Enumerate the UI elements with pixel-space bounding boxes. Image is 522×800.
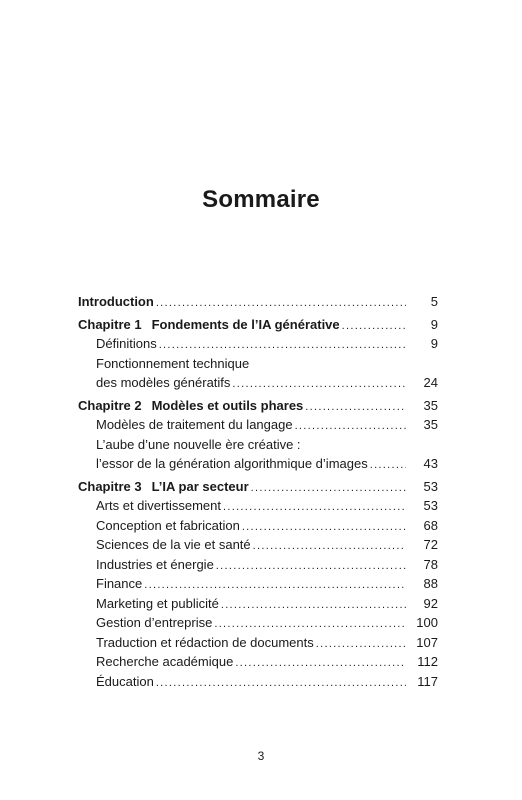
toc-entry-label: Modèles de traitement du langage xyxy=(96,417,293,432)
toc-entry-label: l’essor de la génération algorithmique d’images xyxy=(96,456,368,471)
page-title: Sommaire xyxy=(202,186,320,213)
toc-entry-page: 53 xyxy=(423,478,438,494)
toc-entry-page: 100 xyxy=(416,615,438,630)
toc-entry-page: 78 xyxy=(423,556,438,572)
toc-entry-label xyxy=(78,315,340,335)
toc-entry-page: 9 xyxy=(430,316,438,332)
toc-entry-page: 112 xyxy=(417,654,438,669)
dot-leader xyxy=(216,557,406,577)
table-of-contents xyxy=(78,292,438,691)
toc-entry[interactable] xyxy=(78,652,438,672)
dot-leader xyxy=(156,294,406,314)
dot-leader xyxy=(342,317,406,337)
toc-entry-page: 5 xyxy=(430,294,438,309)
toc-entry-label: L’aube d’une nouvelle ère créative : xyxy=(96,436,301,452)
toc-entry[interactable] xyxy=(78,415,438,435)
toc-entry-page: 35 xyxy=(423,417,438,432)
toc-entry[interactable] xyxy=(78,535,438,555)
dot-leader xyxy=(253,537,406,557)
toc-entry-label: Industries et énergie xyxy=(96,556,214,572)
dot-leader xyxy=(295,417,406,437)
toc-entry[interactable] xyxy=(78,574,438,594)
toc-entry-page: 43 xyxy=(423,456,438,471)
toc-entry-label: Traduction et rédaction de documents xyxy=(96,634,314,650)
dot-leader xyxy=(156,674,406,694)
toc-entry-label: Définitions xyxy=(96,336,157,351)
toc-entry[interactable] xyxy=(78,613,438,633)
toc-entry[interactable] xyxy=(78,454,438,474)
dot-leader xyxy=(305,398,406,418)
toc-entry-label: Conception et fabrication xyxy=(96,517,240,533)
toc-entry-label: Éducation xyxy=(96,673,154,689)
toc-entry-page: 68 xyxy=(423,517,438,533)
dot-leader xyxy=(251,479,406,499)
toc-entry[interactable] xyxy=(78,516,438,536)
toc-entry[interactable] xyxy=(78,354,438,374)
dot-leader xyxy=(223,498,406,518)
dot-leader xyxy=(370,456,406,476)
toc-entry-page: 72 xyxy=(423,537,438,552)
toc-entry-label: des modèles génératifs xyxy=(96,375,231,390)
chapter-number: Chapitre 1 xyxy=(78,316,142,332)
toc-entry[interactable] xyxy=(78,435,438,455)
toc-entry[interactable] xyxy=(78,633,438,653)
toc-entry-page: 53 xyxy=(423,498,438,513)
toc-entry[interactable] xyxy=(78,334,438,354)
dot-leader xyxy=(221,596,406,616)
toc-entry-label: Sciences de la vie et santé xyxy=(96,537,251,552)
toc-entry[interactable] xyxy=(78,373,438,393)
dot-leader xyxy=(235,654,406,674)
toc-entry-label: Recherche académique xyxy=(96,654,234,669)
toc-chapter-2[interactable] xyxy=(78,396,438,416)
toc-entry-page: 92 xyxy=(423,595,438,611)
toc-entry-page: 9 xyxy=(430,336,438,351)
toc-entry-label: Gestion d’entreprise xyxy=(96,615,213,630)
page-number: 3 xyxy=(257,749,265,763)
toc-entry-label: Introduction xyxy=(78,294,154,309)
toc-chapter-1[interactable] xyxy=(78,315,438,335)
chapter-number: Chapitre 2 xyxy=(78,397,142,413)
chapter-title: Fondements de l’IA générative xyxy=(151,316,340,332)
chapter-title: Modèles et outils phares xyxy=(151,397,304,413)
chapter-number: Chapitre 3 xyxy=(78,478,142,494)
toc-entry-page: 117 xyxy=(417,673,438,689)
toc-entry-label xyxy=(78,396,303,416)
toc-entry-label: Arts et divertissement xyxy=(96,498,221,513)
chapter-title: L’IA par secteur xyxy=(151,478,249,494)
toc-entry[interactable] xyxy=(78,496,438,516)
toc-entry-label: Fonctionnement technique xyxy=(96,355,250,371)
toc-entry[interactable] xyxy=(78,594,438,614)
dot-leader xyxy=(316,635,406,655)
toc-entry-introduction[interactable] xyxy=(78,292,438,312)
toc-entry-page: 35 xyxy=(423,397,438,413)
dot-leader xyxy=(232,375,406,395)
toc-entry[interactable] xyxy=(78,555,438,575)
toc-entry-label: Marketing et publicité xyxy=(96,595,219,611)
dot-leader xyxy=(242,518,406,538)
toc-entry-page: 24 xyxy=(423,375,438,390)
toc-entry[interactable] xyxy=(78,672,438,692)
toc-entry-label: Finance xyxy=(96,576,143,591)
toc-entry-label xyxy=(78,477,249,497)
toc-chapter-3[interactable] xyxy=(78,477,438,497)
toc-entry-page: 88 xyxy=(423,576,438,591)
toc-entry-page: 107 xyxy=(416,634,438,650)
